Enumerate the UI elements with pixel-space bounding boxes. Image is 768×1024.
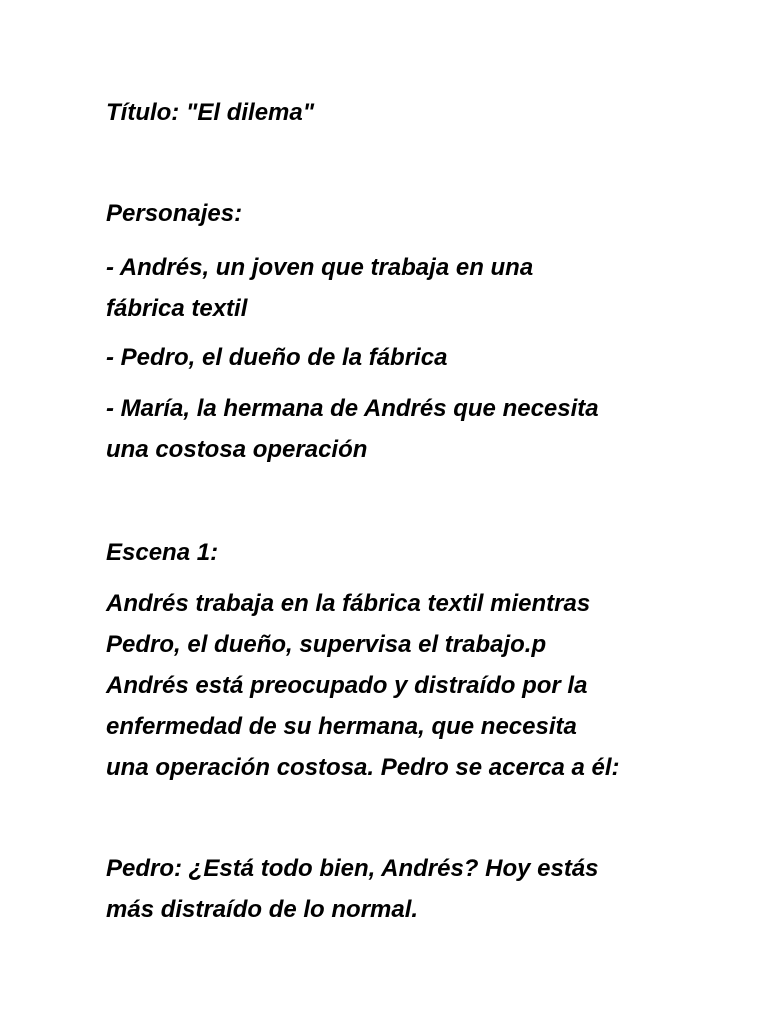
narration-line-3: Andrés está preocupado y distraído por la [106, 672, 588, 699]
scene-dialogue [106, 848, 706, 930]
character-andres [106, 247, 706, 329]
character-andres-line-2: fábrica textil [106, 295, 248, 322]
character-maria-line-2: una costosa operación [106, 436, 368, 463]
play-title [106, 92, 706, 133]
narration-line-4: enfermedad de su hermana, que necesita [106, 713, 577, 740]
character-pedro [106, 337, 706, 378]
characters-heading-text: Personajes: [106, 200, 243, 227]
scene-heading [106, 532, 706, 573]
scene-narration [106, 583, 706, 788]
narration-line-2: Pedro, el dueño, supervisa el trabajo.p [106, 631, 547, 658]
narration-line-1: Andrés trabaja en la fábrica textil mientras [106, 590, 591, 617]
narration-line-5: una operación costosa. Pedro se acerca a él: [106, 754, 620, 781]
character-maria-line-1: - María, la hermana de Andrés que necesita [106, 395, 599, 422]
character-maria [106, 388, 706, 470]
scene-heading-text: Escena 1: [106, 539, 219, 566]
character-pedro-line-1: - Pedro, el dueño de la fábrica [106, 344, 448, 371]
dialogue-line-2: más distraído de lo normal. [106, 896, 419, 923]
dialogue-line-1: Pedro: ¿Está todo bien, Andrés? Hoy estás [106, 855, 599, 882]
characters-heading [106, 193, 706, 234]
title-line: Título: "El dilema" [106, 99, 315, 126]
character-andres-line-1: - Andrés, un joven que trabaja en una [106, 254, 534, 281]
